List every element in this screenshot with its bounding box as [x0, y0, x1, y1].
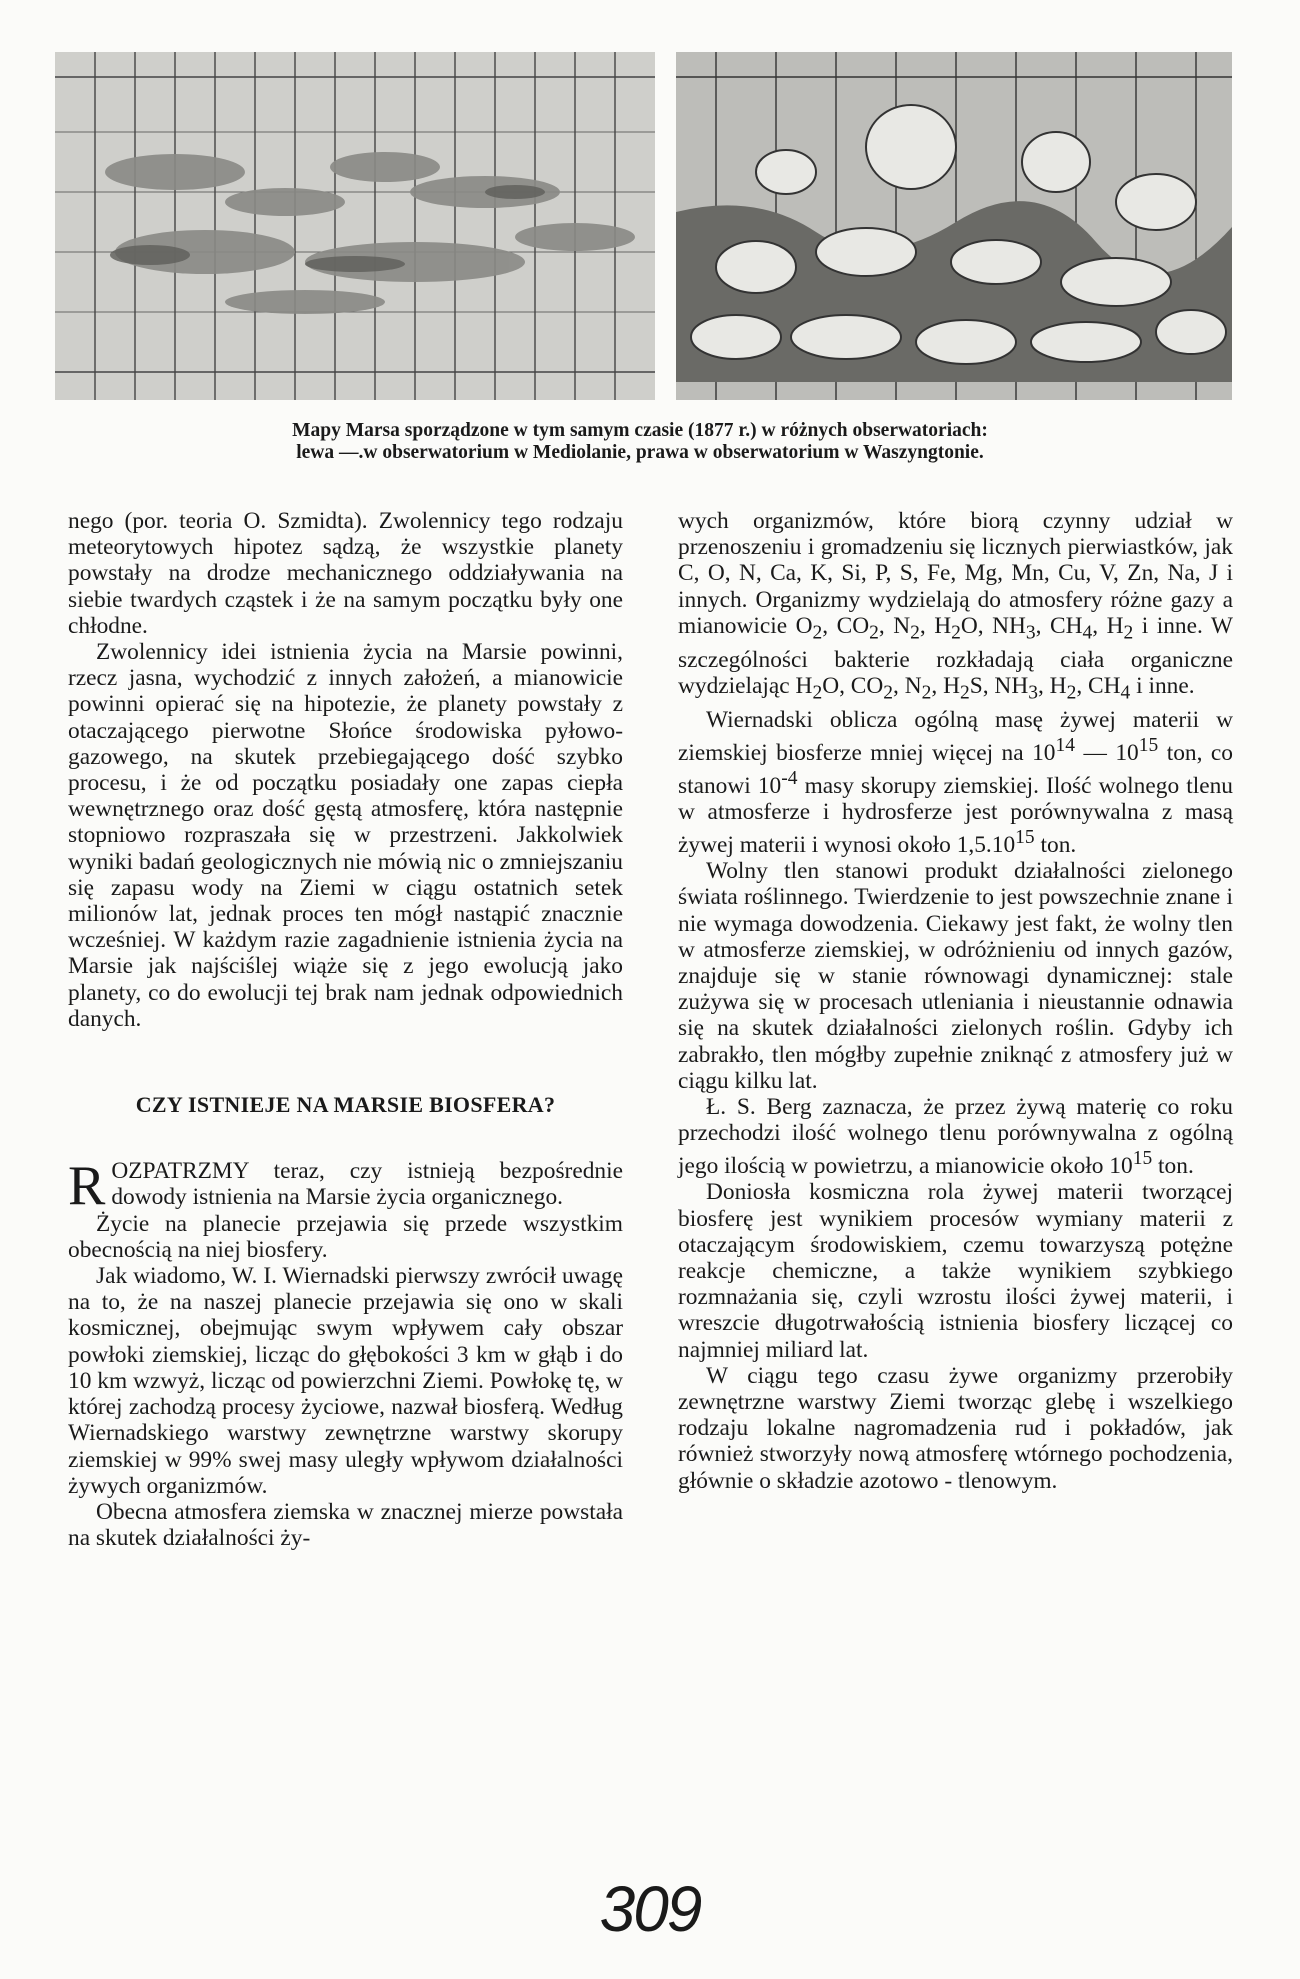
left-column: [68, 508, 623, 1551]
text-run: , CO: [822, 612, 870, 639]
text-run: , N: [878, 612, 911, 639]
figure-caption: [100, 420, 1180, 464]
text-run: , CH: [1076, 672, 1121, 699]
paragraph: Doniosła kosmiczna rola żywej materii tworzącej biosferę jest wynikiem procesów wymiany materii z otaczającym środowiskiem, czemu towarzyszą potężne reakcje chemiczne, a także wynikiem szybkiego rozmnażania się, czyli wzrostu ilości żywej materii, i wreszcie długotrwałością istnienia biosfery liczącej co najmniej miliard lat.: [678, 1179, 1233, 1363]
text-run: i inne.: [1130, 672, 1195, 699]
text-run: ton.: [1034, 831, 1077, 858]
text-run: masy skorupy ziemskiej. Ilość wolnego tlenu w atmosferze i hydrosferze jest porównywalna z masą żywej materii i wynosi około 1,5.10: [678, 772, 1233, 858]
subscript: 2: [910, 622, 920, 644]
paragraph: Obecna atmosfera ziemska w znacznej mierze powstała na skutek działalności ży-: [68, 1498, 623, 1552]
mars-map-washington: [676, 52, 1232, 400]
text-run: O, NH: [960, 612, 1026, 639]
mars-map-milan: [55, 52, 655, 400]
subscript: 2: [812, 622, 823, 644]
paragraph: [678, 1094, 1233, 1179]
subscript: 2: [812, 682, 823, 704]
text-run: , N: [893, 672, 922, 699]
paragraph: [68, 1155, 623, 1218]
subscript: 3: [1025, 622, 1036, 644]
paragraph: Wolny tlen stanowi produkt działalności zielonego świata roślinnego. Twierdzenie to jest powszechnie znane i nie wymaga dowodzenia. Ciekawy jest fakt, że wolny tlen w atmosferze ziemskiej, w odróżnieniu od innych gazów, znajduje się w stanie równowagi dynamicznej: stale zużywa się w procesach utleniania i nieustannie odnawia się na skutek działalności zielonych roślin. Gdyby ich zabrakło, tlen mógłby zupełnie zniknąć z atmosfery już w ciągu kilku lat.: [678, 858, 1233, 1094]
superscript: 15: [1015, 827, 1035, 849]
mars-map-washington-image: [676, 52, 1232, 400]
text-run: ton.: [1152, 1153, 1194, 1180]
text-run: , CH: [1035, 612, 1083, 639]
subscript: 4: [1120, 682, 1131, 704]
subscript: 2: [959, 682, 970, 704]
paragraph: Życie na planecie przejawia się przede wszystkim obecnością na niej biosfery.: [68, 1210, 623, 1263]
text-run: , H: [919, 612, 952, 639]
subscript: 2: [869, 622, 879, 644]
text-run: wych organizmów, które biorą czynny udział w przenoszeniu i gromadzeniu się licznych pierwiastków, jak C, O, N, Ca, K, Si, P, S, Fe, Mg, Mn, Cu, V, Zn, Na, J i innych. Organizmy wydzielają do atmosfery różne gazy a mianowicie O: [678, 508, 1233, 639]
paragraph: nego (por. teoria O. Szmidta). Zwolennicy tego rodzaju meteorytowych hipotez sądzą, że wszystkie planety powstały na drodze mechanicznego oddziaływania na siebie twardych cząstek i że na samym początku były one chłodne.: [68, 508, 623, 639]
mars-map-milan-image: [55, 52, 655, 400]
caption-line-1: Mapy Marsa sporządzone w tym samym czasie (1877 r.) w różnych obserwatoriach:: [292, 420, 988, 441]
superscript: -4: [781, 767, 798, 789]
subscript: 3: [1028, 682, 1038, 704]
text-run: , H: [1037, 672, 1067, 699]
paragraph: [678, 707, 1233, 858]
subscript: 2: [883, 682, 894, 704]
subscript: 4: [1082, 622, 1093, 644]
dropcap-text: OZPATRZMY teraz, czy istnieją bezpośrednie dowody istnienia na Marsie życia organicznego.: [111, 1158, 623, 1211]
superscript: 15: [1138, 734, 1159, 756]
subscript: 2: [1123, 622, 1134, 644]
subscript: 2: [1066, 682, 1077, 704]
paragraph: W ciągu tego czasu żywe organizmy przerobiły zewnętrzne warstwy Ziemi tworząc glebę i wszelkiego rodzaju lokalne nagromadzenia rud i pokładów, jak również stworzyły nową atmosferę wtórnego pochodzenia, głównie o składzie azotowo - tlenowym.: [678, 1362, 1233, 1494]
text-run: , H: [1092, 612, 1124, 639]
text-run: S, NH: [969, 672, 1029, 699]
text-run: — 10: [1075, 739, 1139, 766]
right-column: [678, 508, 1233, 1494]
subscript: 2: [951, 622, 961, 644]
section-heading: CZY ISTNIEJE NA MARSIE BIOSFERA?: [135, 1092, 556, 1118]
paragraph: [678, 508, 1233, 707]
paragraph: Jak wiadomo, W. I. Wiernadski pierwszy zwrócił uwagę na to, że na naszej planecie przejawia się ono w skali kosmicznej, obejmując swym wpływem cały obszar powłoki ziemskiej, licząc do głębokości 3 km w głąb i do 10 km wzwyż, licząc od powierzchni Ziemi. Powłokę tę, w której zachodzą procesy życiowe, nazwał biosferą. Według Wiernadskiego warstwy zewnętrzne warstwy skorupy ziemskiej w 99% swej masy uległy wpływom działalności żywych organizmów.: [68, 1263, 623, 1499]
page-number: 309: [599, 1873, 701, 1945]
text-run: O, CO: [822, 672, 884, 699]
superscript: 14: [1055, 734, 1075, 756]
caption-line-2: lewa —.w obserwatorium w Mediolanie, prawa w obserwatorium w Waszyngtonie.: [296, 442, 984, 463]
text-run: i inne. W szczególności bakterie rozkładają ciała organiczne wydzielając H: [678, 612, 1233, 699]
text-run: , H: [931, 672, 960, 699]
subscript: 2: [921, 682, 932, 704]
text-run: Wiernadski oblicza ogólną masę żywej materii w ziemskiej biosferze mniej więcej na 10: [678, 706, 1233, 766]
text-run: ton, co stanowi 10: [678, 739, 1233, 799]
paragraph: Zwolennicy idei istnienia życia na Marsie powinni, rzecz jasna, wychodzić z innych założeń, a mianowicie powinni opierać się na hipotezie, że planety powstały z otaczającego pierwotne Słońce środowiska pyłowo-gazowego, na skutek przebiegającego dość szybko procesu, i że od początku posiadały one zapas ciepła wewnętrznego oraz dość gęstą atmosferę, która następnie stopniowo rozpraszała się w przestrzeni. Jakkolwiek wyniki badań geologicznych nie mówią nic o zmniejszaniu się zapasu wody na Ziemi w ciągu ostatnich setek milionów lat, jednak proces ten mógł nastąpić znacznie wcześniej. W każdym razie zagadnienie istnienia życia na Marsie jak najściślej wiąże się z jego ewolucją jako planety, co do ewolucji tej brak nam jednak odpowiednich danych.: [68, 639, 623, 1032]
superscript: 15: [1132, 1148, 1153, 1170]
drop-cap: R: [68, 1155, 106, 1218]
text-run: Ł. S. Berg zaznacza, że przez żywą materię co roku przechodzi ilość wolnego tlenu porównywalna z ogólną jego ilością w powietrzu, a mianowicie około 10: [678, 1094, 1233, 1180]
